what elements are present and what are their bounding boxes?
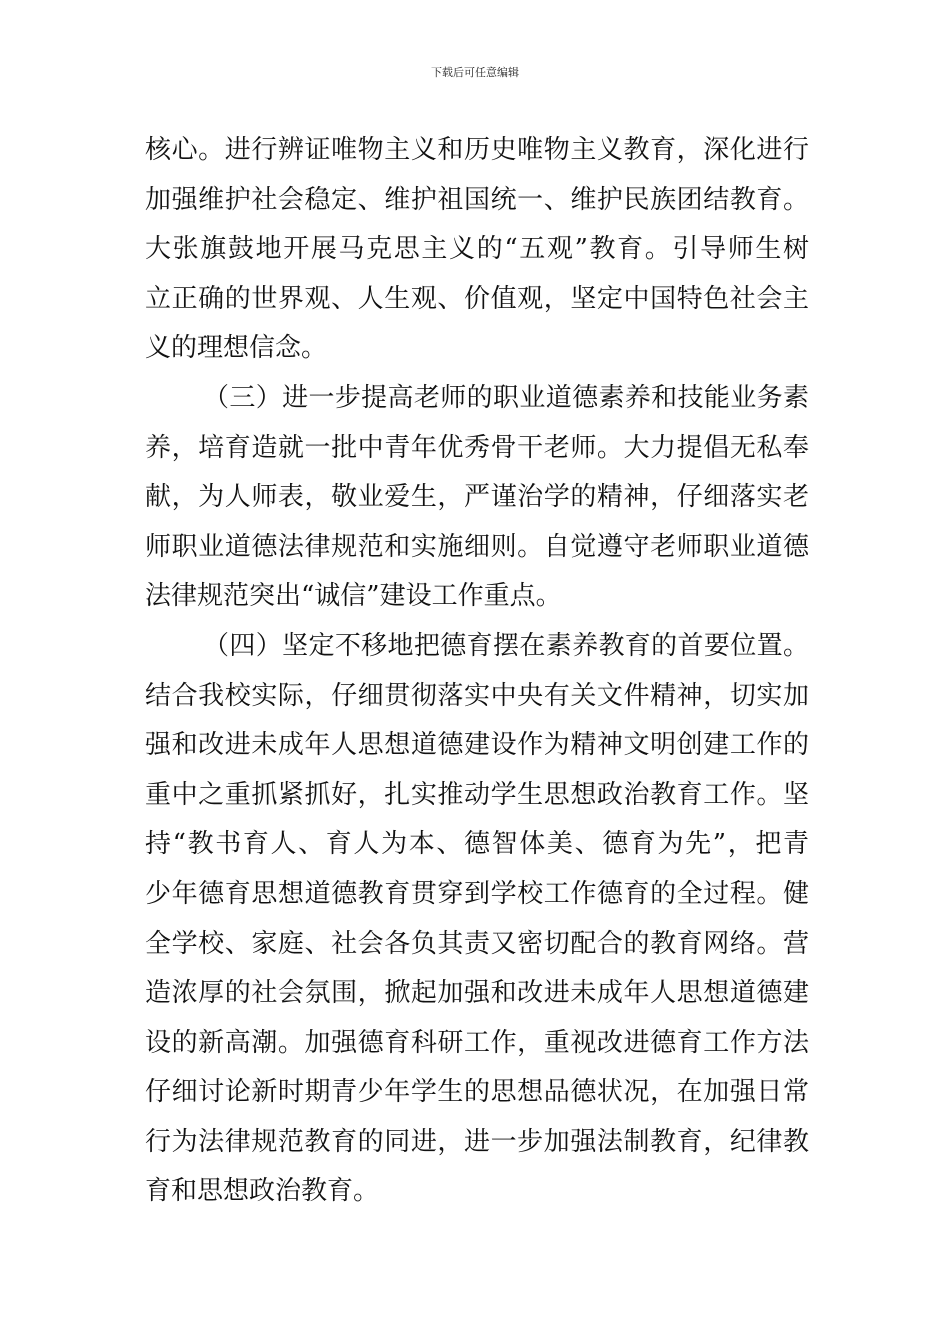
page-header-note: 下载后可任意编辑	[431, 66, 519, 79]
text-line: 加强维护社会稳定、维护祖国统一、维护民族团结教育。	[145, 184, 809, 215]
text-line: 养，培育造就一批中青年优秀骨干老师。大力提倡无私奉	[145, 432, 809, 463]
text-line: 育和思想政治教育。	[145, 1176, 380, 1207]
text-line: 法律规范突出“诚信”建设工作重点。	[145, 581, 562, 612]
text-line: 设的新高潮。加强德育科研工作，重视改进德育工作方法	[145, 1027, 809, 1058]
text-line: 献，为人师表，敬业爱生，严谨治学的精神，仔细落实老	[145, 482, 809, 513]
text-line: 行为法律规范教育的同进，进一步加强法制教育，纪律教	[145, 1126, 809, 1157]
text-line: 大张旗鼓地开展马克思主义的“五观”教育。引导师生树	[145, 234, 809, 265]
text-line: 核心。进行辨证唯物主义和历史唯物主义教育，深化进行	[145, 135, 809, 165]
text-line: 义的理想信念。	[145, 333, 328, 364]
text-line: 造浓厚的社会氛围，掀起加强和改进未成年人思想道德建	[145, 978, 809, 1009]
text-line: 强和改进未成年人思想道德建设作为精神文明创建工作的	[145, 730, 809, 761]
document-body	[145, 126, 809, 1217]
text-line: 结合我校实际，仔细贯彻落实中央有关文件精神，切实加	[145, 680, 809, 711]
text-line: 持“教书育人、育人为本、德智体美、德育为先”，把青	[145, 829, 809, 860]
text-line: （四）坚定不移地把德育摆在素养教育的首要位置。	[203, 630, 809, 661]
text-line: 全学校、家庭、社会各负其责又密切配合的教育网络。营	[145, 928, 809, 959]
text-line: 重中之重抓紧抓好，扎实推动学生思想政治教育工作。坚	[145, 779, 809, 810]
text-line: 少年德育思想道德教育贯穿到学校工作德育的全过程。健	[145, 878, 809, 909]
text-line: 师职业道德法律规范和实施细则。自觉遵守老师职业道德	[145, 531, 809, 562]
text-line: （三）进一步提高老师的职业道德素养和技能业务素	[203, 382, 809, 413]
text-line: 立正确的世界观、人生观、价值观，坚定中国特色社会主	[145, 283, 809, 314]
text-line: 仔细讨论新时期青少年学生的思想品德状况，在加强日常	[145, 1077, 809, 1108]
